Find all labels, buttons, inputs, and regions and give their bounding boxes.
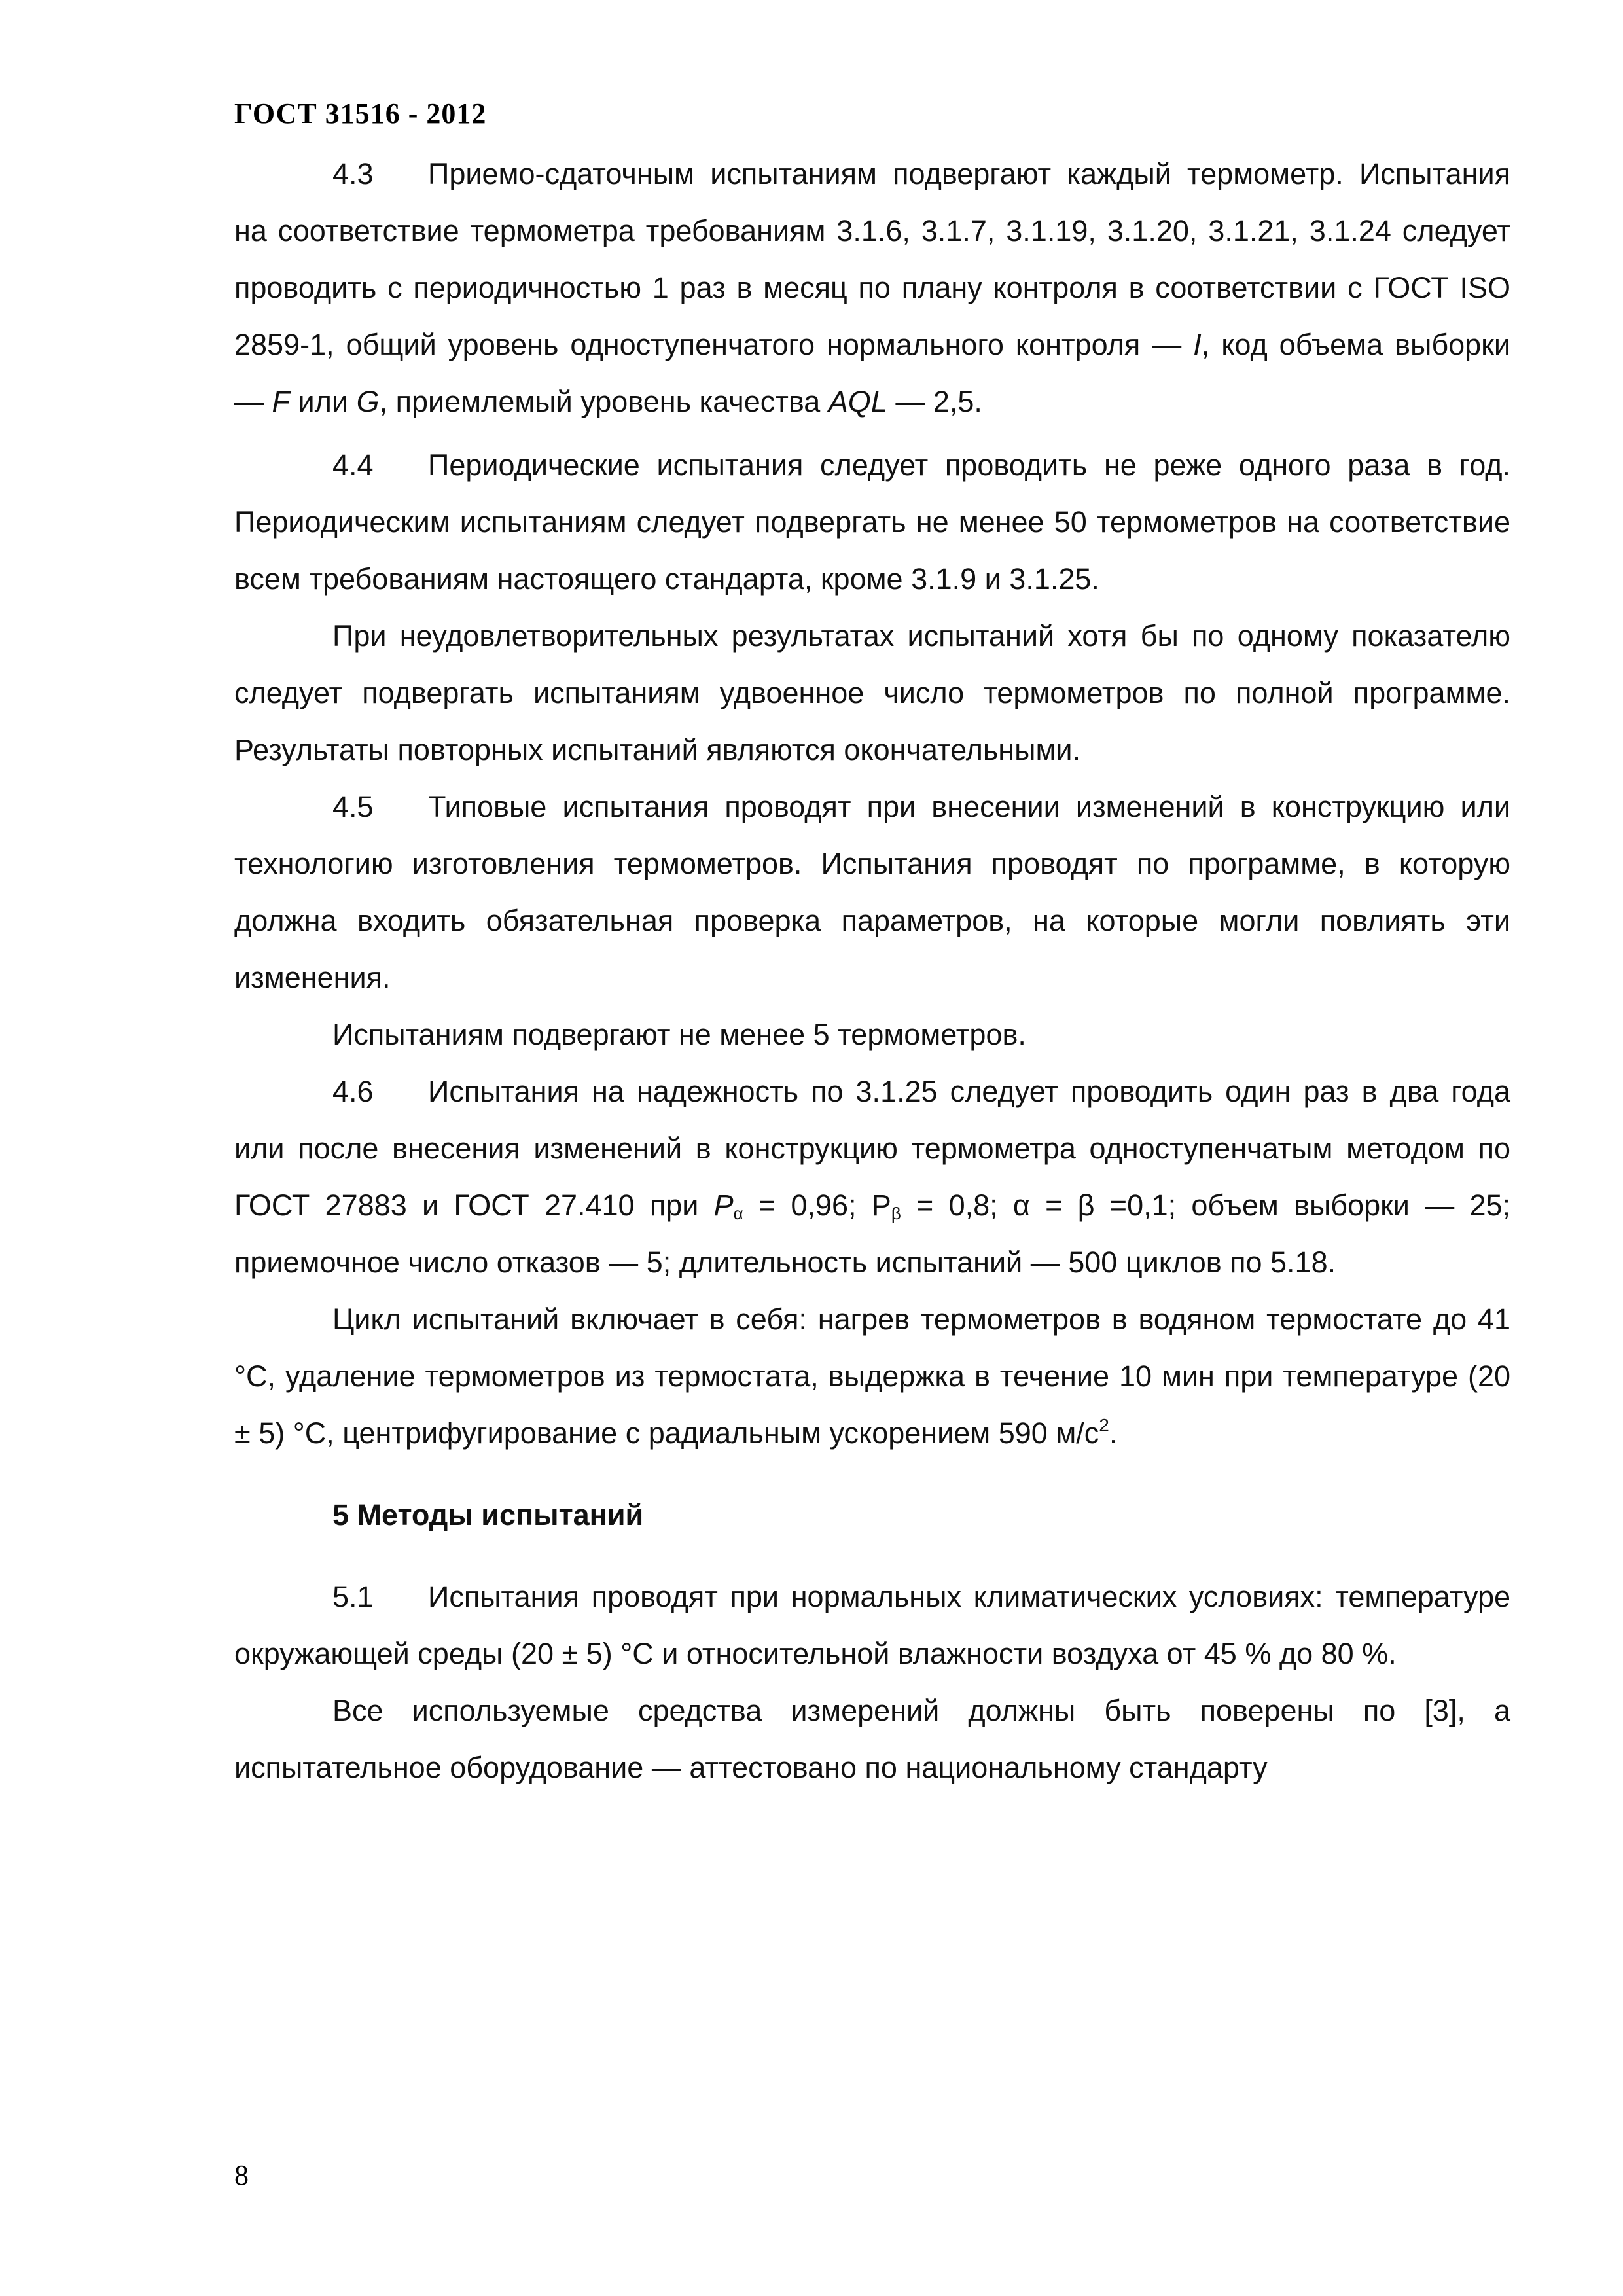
paragraph-4-6: 4.6 Испытания на надежность по 3.1.25 следует проводить один раз в два года или после внесения изменений в конструкцию термометра одноступенчатым методом по ГОСТ 27883 и ГОСТ 27.410 при $P_\alpha = 0,96$; $P_\beta = 0,8$; α = β =0,1; объем выборки — 25; приемочное число отказов — 5; длительность испытаний — 500 циклов по 5.18.	[234, 1063, 1510, 1291]
clause-number: 4.5	[332, 790, 374, 823]
paragraph-4-4: 4.4 Периодические испытания следует проводить не реже одного раза в год. Периодическим испытаниям следует подвергать не менее 50 термометров на соответствие всем требованиям настоящего стандарта, кроме 3.1.9 и 3.1.25.	[234, 437, 1510, 607]
paragraph-4-5-continued: Испытаниям подвергают не менее 5 термометров.	[332, 1018, 1026, 1051]
clause-number: 4.4	[332, 448, 374, 482]
section-5-title: 5 Методы испытаний	[332, 1498, 644, 1532]
clause-number: 5.1	[332, 1580, 374, 1613]
paragraph-5-1: 5.1 Испытания проводят при нормальных климатических условиях: температуре окружающей среды (20 ± 5) °C и относительной влажности воздуха от 45 % до 80 %.	[234, 1568, 1510, 1682]
document-header: ГОСТ 31516 - 2012	[234, 98, 487, 130]
paragraph-4-3: 4.3 Приемо-сдаточным испытаниям подвергают каждый термометр. Испытания на соответствие термометра требованиям 3.1.6, 3.1.7, 3.1.19, 3.1.20, 3.1.21, 3.1.24 следует проводить с периодичностью 1 раз в месяц по плану контроля в соответствии с ГОСТ ISO 2859-1, общий уровень одноступенчатого нормального контроля — I, код объема выборки — F или G, приемлемый уровень качества AQL — 2,5.	[234, 145, 1510, 430]
clause-number: 4.3	[332, 157, 374, 190]
page-number: 8	[234, 2159, 249, 2191]
clause-number: 4.6	[332, 1075, 374, 1108]
paragraph-4-5: 4.5 Типовые испытания проводят при внесении изменений в конструкцию или технологию изготовления термометров. Испытания проводят по программе, в которую должна входить обязательная проверка параметров, на которые могли повлиять эти изменения.	[234, 778, 1510, 1006]
document-body	[234, 145, 1510, 1796]
paragraph-4-4-continued: При неудовлетворительных результатах испытаний хотя бы по одному показателю следует подвергать испытаниям удвоенное число термометров по полной программе. Результаты повторных испытаний являются окончательными.	[234, 619, 1510, 766]
paragraph-4-6-continued: Цикл испытаний включает в себя: нагрев термометров в водяном термостате до 41 °C, удаление термометров из термостата, выдержка в течение 10 мин при температуре (20 ± 5) °C, центрифугирование с радиальным ускорением 590 $м/с^2$.	[234, 1302, 1510, 1450]
paragraph-5-1-continued: Все используемые средства измерений должны быть поверены по [3], а испытательное оборудование — аттестовано по национальному стандарту	[234, 1694, 1510, 1784]
